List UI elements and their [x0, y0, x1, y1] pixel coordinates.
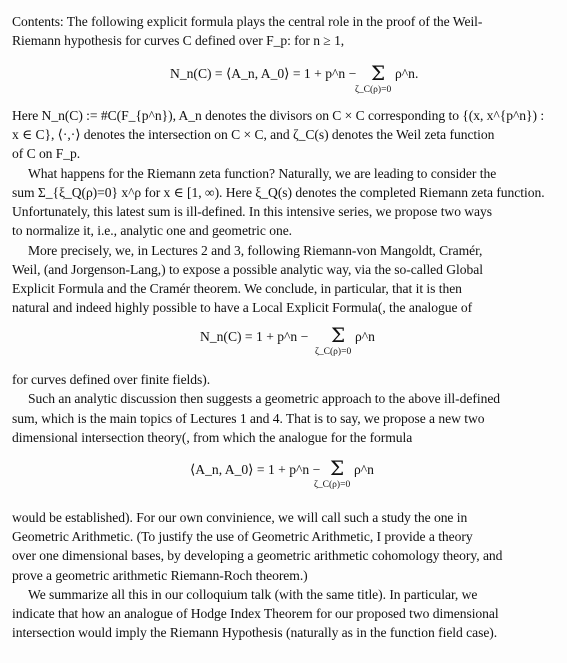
- equation-3-sum-index: ζ_C(ρ)=0: [314, 480, 351, 490]
- text-line-24: intersection would imply the Riemann Hypothesis (naturally as in the function field case).: [12, 625, 498, 640]
- equation-2-sum-sign: Σ: [331, 323, 346, 347]
- text-line-4: x ∈ C}, ⟨·,·⟩ denotes the intersection on C × C, and ζ_C(s) denotes the Weil zeta function: [12, 127, 495, 142]
- text-line-7: sum Σ_{ξ_Q(ρ)=0} x^ρ for x ∈ [1, ∞). Here ξ_Q(s) denotes the completed Riemann zeta function.: [12, 185, 545, 200]
- text-line-23: indicate that how an analogue of Hodge Index Theorem for our proposed two dimensional: [12, 606, 499, 621]
- text-line-17: dimensional intersection theory(, from which the analogue for the formula: [12, 430, 413, 445]
- text-line-18: would be established). For our own convinience, we will call such a study the one in: [12, 510, 468, 525]
- text-line-5: of C on F_p.: [12, 146, 81, 161]
- text-line-8: Unfortunately, this latest sum is ill-defined. In this intensive series, we propose two ways: [12, 204, 493, 219]
- equation-1-lhs: N_n(C) = ⟨A_n, A_0⟩ = 1 + p^n −: [170, 66, 357, 81]
- text-line-19: Geometric Arithmetic. (To justify the use of Geometric Arithmetic, I provide a theory: [12, 529, 473, 544]
- equation-1-sum-index: ζ_C(ρ)=0: [355, 85, 392, 95]
- text-line-22: We summarize all this in our colloquium talk (with the same title). In particular, we: [28, 587, 478, 602]
- equation-1-sum-sign: Σ: [371, 61, 386, 85]
- text-line-13: natural and indeed highly possible to have a Local Explicit Formula(, the analogue of: [12, 300, 473, 315]
- equation-2-lhs: N_n(C) = 1 + p^n −: [200, 329, 309, 344]
- text-line-12: Explicit Formula and the Cramér theorem. We conclude, in particular, that it is then: [12, 281, 462, 296]
- text-line-1: Contents: The following explicit formula plays the central role in the proof of the Weil-: [12, 14, 483, 29]
- text-line-6: What happens for the Riemann zeta function? Naturally, we are leading to consider the: [28, 166, 497, 181]
- text-line-15: Such an analytic discussion then suggests a geometric approach to the above ill-defined: [28, 391, 501, 406]
- text-line-14: for curves defined over finite fields).: [12, 372, 211, 387]
- text-line-9: to normalize it, i.e., analytic one and geometric one.: [12, 223, 293, 238]
- text-line-2: Riemann hypothesis for curves C defined over F_p: for n ≥ 1,: [12, 33, 345, 48]
- text-line-10: More precisely, we, in Lectures 2 and 3, following Riemann-von Mangoldt, Cramér,: [28, 243, 483, 258]
- equation-1-rhs: ρ^n.: [395, 66, 419, 81]
- equation-2-sum-index: ζ_C(ρ)=0: [315, 347, 352, 357]
- equation-3-lhs: ⟨A_n, A_0⟩ = 1 + p^n −: [190, 462, 321, 477]
- text-line-11: Weil, (and Jorgenson-Lang,) to expose a possible analytic way, via the so-called Global: [12, 262, 483, 277]
- text-line-21: prove a geometric arithmetic Riemann-Roch theorem.): [12, 568, 308, 583]
- equation-3-rhs: ρ^n: [354, 462, 374, 477]
- equation-2-rhs: ρ^n: [355, 329, 375, 344]
- text-line-3: Here N_n(C) := #C(F_{p^n}), A_n denotes the divisors on C × C corresponding to {(x, x^{p^n}) :: [12, 108, 545, 123]
- text-line-20: over one dimensional bases, by developing a geometric arithmetic cohomology theory, and: [12, 548, 503, 563]
- equation-3-sum-sign: Σ: [330, 456, 345, 480]
- text-line-16: sum, which is the main topics of Lectures 1 and 4. That is to say, we propose a new two: [12, 411, 485, 426]
